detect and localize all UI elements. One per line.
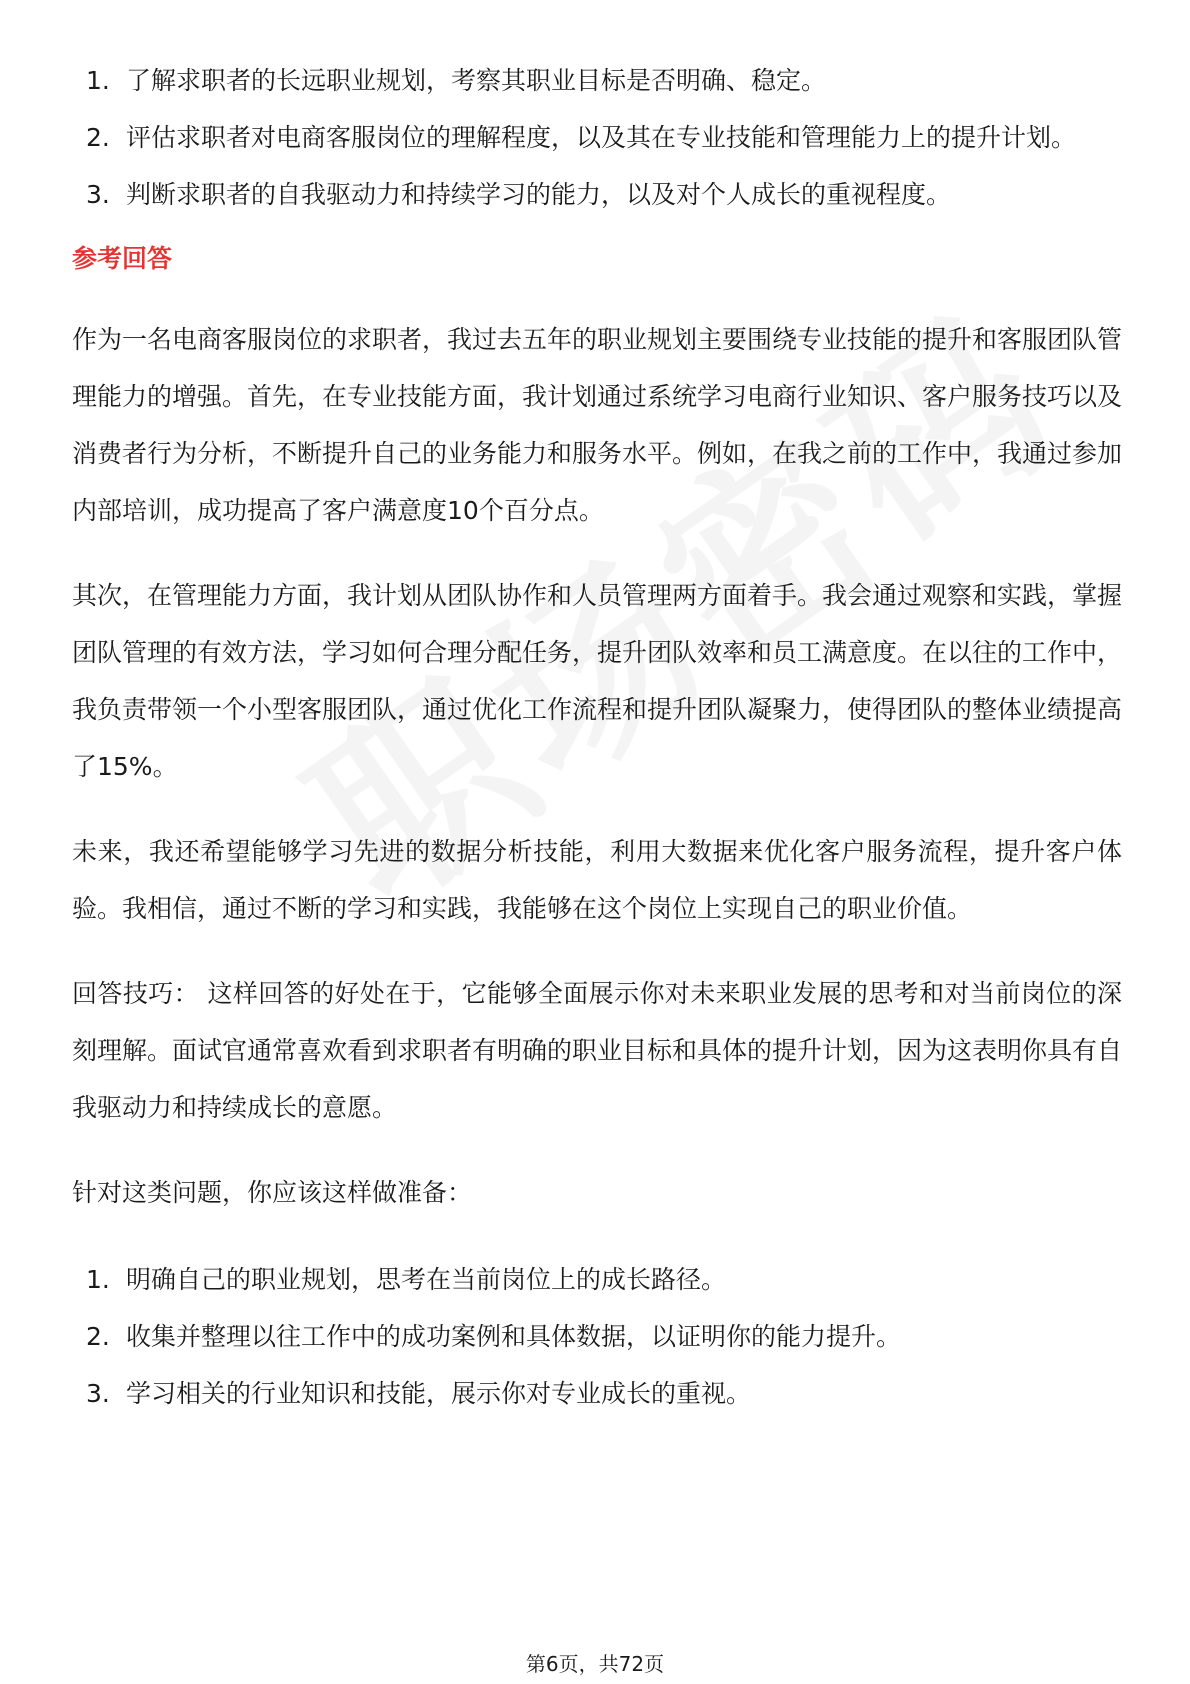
list-item-text: 评估求职者对电商客服岗位的理解程度，以及其在专业技能和管理能力上的提升计划。 (126, 123, 1077, 152)
list-item (72, 1308, 1122, 1365)
document-page (72, 52, 1122, 1422)
answer-paragraph-1: 作为一名电商客服岗位的求职者，我过去五年的职业规划主要围绕专业技能的提升和客服团队管理能力的增强。首先，在专业技能方面，我计划通过系统学习电商行业知识、客户服务技巧以及消费者行为分析，不断提升自己的业务能力和服务水平。例如，在我之前的工作中，我通过参加内部培训，成功提高了客户满意度10个百分点。 (72, 325, 1123, 525)
bottom-numbered-list (72, 1251, 1122, 1422)
list-item-number: 3. (86, 180, 110, 209)
preparation-intro: 针对这类问题，你应该这样做准备： (72, 1178, 473, 1207)
tips-paragraph: 回答技巧： 这样回答的好处在于，它能够全面展示你对未来职业发展的思考和对当前岗位的深刻理解。面试官通常喜欢看到求职者有明确的职业目标和具体的提升计划，因为这表明你具有自我驱动力和持续成长的意愿。 (72, 979, 1123, 1122)
top-numbered-list (72, 52, 1122, 223)
list-item-text: 判断求职者的自我驱动力和持续学习的能力，以及对个人成长的重视程度。 (126, 180, 952, 209)
list-item-text: 明确自己的职业规划，思考在当前岗位上的成长路径。 (126, 1265, 727, 1294)
list-item-text: 学习相关的行业知识和技能，展示你对专业成长的重视。 (126, 1379, 752, 1408)
list-item-text: 收集并整理以往工作中的成功案例和具体数据，以证明你的能力提升。 (126, 1322, 902, 1351)
list-item (72, 109, 1122, 166)
page-number-footer: 第6页，共72页 (525, 1652, 665, 1676)
list-item-number: 2. (86, 123, 110, 152)
list-item-number: 3. (86, 1379, 110, 1408)
list-item-number: 1. (86, 66, 110, 95)
list-item (72, 1365, 1122, 1422)
list-item-text: 了解求职者的长远职业规划，考察其职业目标是否明确、稳定。 (126, 66, 827, 95)
list-item (72, 52, 1122, 109)
answer-paragraph-2: 其次，在管理能力方面，我计划从团队协作和人员管理两方面着手。我会通过观察和实践，掌握团队管理的有效方法，学习如何合理分配任务，提升团队效率和员工满意度。在以往的工作中，我负责带领一个小型客服团队，通过优化工作流程和提升团队凝聚力，使得团队的整体业绩提高了15%。 (72, 581, 1123, 781)
section-title: 参考回答 (72, 244, 173, 273)
list-item-number: 1. (86, 1265, 110, 1294)
list-item (72, 166, 1122, 223)
list-item-number: 2. (86, 1322, 110, 1351)
answer-paragraph-3: 未来，我还希望能够学习先进的数据分析技能，利用大数据来优化客户服务流程，提升客户体验。我相信，通过不断的学习和实践，我能够在这个岗位上实现自己的职业价值。 (72, 837, 1122, 923)
list-item (72, 1251, 1122, 1308)
